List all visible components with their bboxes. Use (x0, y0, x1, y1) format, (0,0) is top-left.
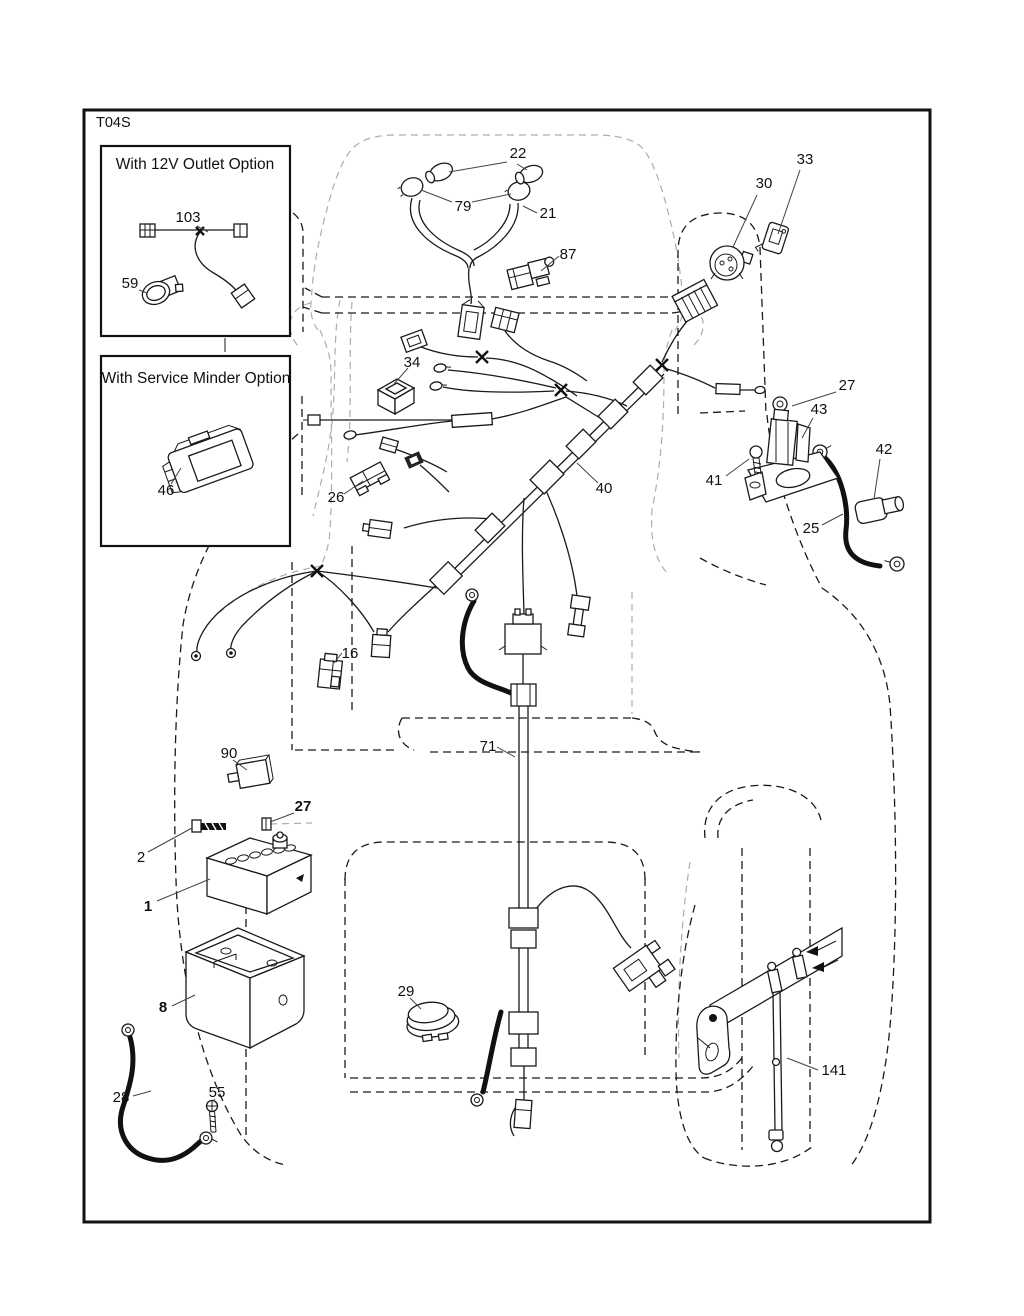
callout-25: 25 (802, 520, 820, 537)
callout-33: 33 (796, 151, 814, 168)
connector-near-71 (613, 940, 677, 1001)
switch-34-illustration (378, 354, 420, 414)
inset-service-minder (101, 356, 290, 546)
callout-79: 79 (454, 198, 472, 215)
callout-1: 1 (143, 898, 153, 915)
inset-12v-outlet (101, 146, 290, 336)
callout-103: 103 (175, 209, 201, 226)
callout-34: 34 (403, 354, 421, 371)
callout-8: 8 (158, 999, 168, 1016)
callout-40: 40 (595, 480, 613, 497)
screw-55 (207, 1101, 218, 1133)
callout-90: 90 (220, 745, 238, 762)
callout-27-solenoid: 27 (838, 377, 856, 394)
drawing-code: T04S (96, 115, 131, 131)
callout-2: 2 (136, 849, 146, 866)
callout-41: 41 (705, 472, 723, 489)
callout-46: 46 (157, 482, 175, 499)
callout-55: 55 (208, 1084, 226, 1101)
cap-29-illustration (398, 983, 461, 1044)
callout-59: 59 (121, 275, 139, 292)
inset-12v-title: With 12V Outlet Option (115, 156, 275, 173)
assembly-141-illustration (697, 928, 847, 1152)
inset-service-title: With Service Minder Option (101, 370, 291, 387)
callout-28: 28 (112, 1089, 130, 1106)
callout-21: 21 (539, 205, 557, 222)
chassis-outline-gray (220, 135, 703, 1058)
solenoid-group-illustration (706, 377, 906, 573)
ground-cable-illustration (113, 1022, 226, 1160)
ignition-switch-illustration (710, 151, 813, 280)
callout-43: 43 (810, 401, 828, 418)
battery-terminal (273, 832, 287, 848)
callout-29: 29 (397, 983, 415, 1000)
headlamp-harness-illustration (396, 145, 557, 339)
fuse-26-illustration (328, 462, 390, 506)
callout-22: 22 (509, 145, 527, 162)
callout-71: 71 (479, 738, 497, 755)
battery-group-illustration (137, 798, 312, 915)
callout-30: 30 (755, 175, 773, 192)
terminal-boot-42 (854, 493, 906, 524)
connector-87-illustration (506, 246, 576, 292)
callout-141: 141 (821, 1062, 847, 1079)
hourmeter-90-illustration (221, 745, 274, 790)
callout-27-battery: 27 (294, 798, 312, 815)
callout-87: 87 (559, 246, 577, 263)
callout-26: 26 (327, 489, 345, 506)
callout-16: 16 (341, 645, 359, 662)
callout-42: 42 (875, 441, 893, 458)
